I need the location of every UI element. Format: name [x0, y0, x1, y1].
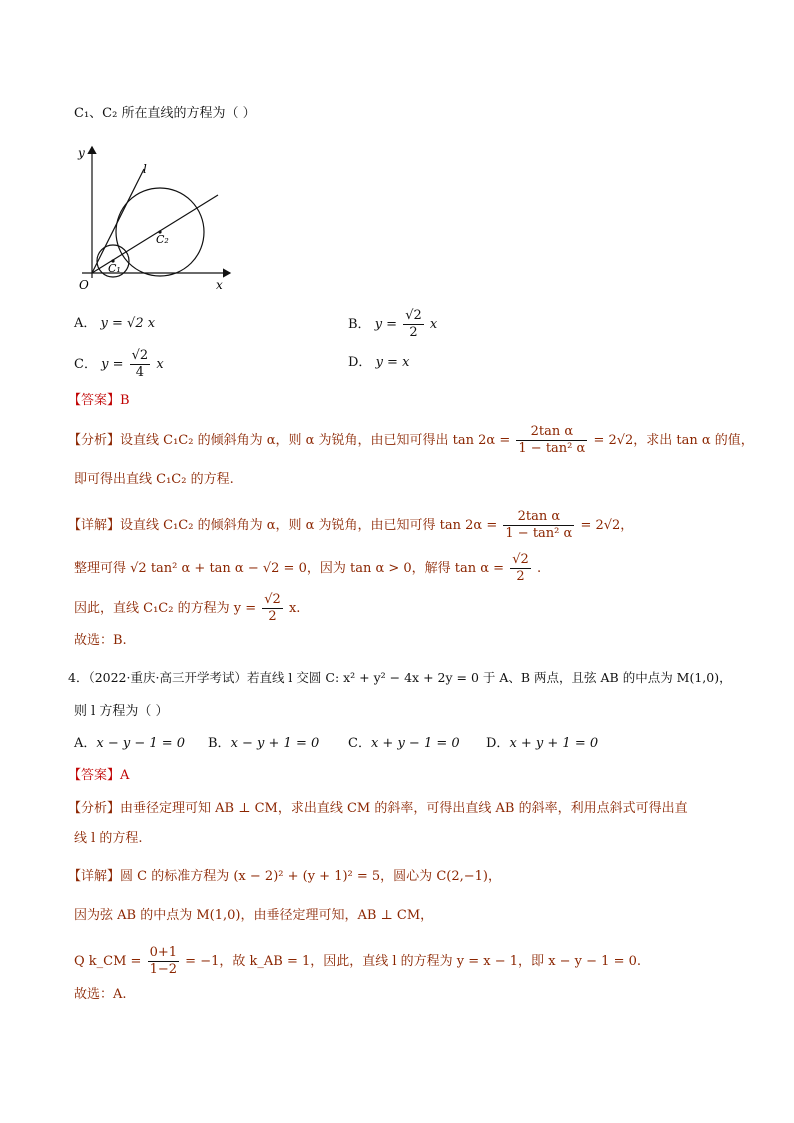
- label-c2: C₂: [156, 233, 169, 246]
- q4-analysis-line2: 线 l 的方程.: [74, 831, 143, 846]
- q3-option-a: A． y = √2 x: [74, 316, 156, 331]
- q4-detail-line2: 因为弦 AB 的中点为 M(1,0)，由垂径定理可知，AB ⊥ CM，: [74, 908, 434, 923]
- q3-detail-line1: 【详解】设直线 C₁C₂ 的倾斜角为 α，则 α 为锐角，由已知可得 tan 2α = $\frac{\text{2tan α}}{\text{1 − tan² α}}$ = 2√2，: [68, 509, 634, 541]
- q4-option-a: A．x − y − 1 = 0: [74, 736, 186, 751]
- q3-option-c: C． y = $\frac{√2}{4}$ x: [74, 348, 164, 380]
- q3-detail-line2: 整理可得 √2 tan² α + tan α − √2 = 0，因为 tan α > 0，解得 tan α = $\frac{√2}{2}$ .: [74, 552, 542, 584]
- q3-analysis-line1: 【分析】设直线 C₁C₂ 的倾斜角为 α，则 α 为锐角，由已知可得出 tan 2α = $\frac{\text{2tan α}}{\text{1 − tan² α}}$ = 2√2，求出 tan α 的值，: [68, 424, 754, 456]
- label-l: l: [143, 162, 147, 176]
- q3-option-d: D． y = x: [348, 355, 410, 370]
- question-3-tail: C₁、C₂ 所在直线的方程为（ ）: [74, 106, 256, 121]
- q4-detail-line3: Q k_CM = $\frac{0+1}{1-2}$ = −1，故 k_AB = 1，因此，直线 l 的方程为 y = x − 1，即 x − y − 1 = 0.: [74, 945, 642, 977]
- q3-analysis-line2: 即可得出直线 C₁C₂ 的方程.: [74, 472, 234, 487]
- q3-choose: 故选：B.: [74, 633, 127, 648]
- q4-detail-line1: 【详解】圆 C 的标准方程为 (x − 2)² + (y + 1)² = 5，圆心为 C(2,−1)，: [68, 869, 501, 884]
- q3-answer: 【答案】B: [68, 393, 130, 408]
- label-x: x: [216, 278, 223, 292]
- q4-option-b: B．x − y + 1 = 0: [208, 736, 320, 751]
- label-y: y: [78, 146, 85, 160]
- label-c1: C₁: [108, 262, 121, 275]
- q4-answer: 【答案】A: [68, 768, 130, 783]
- q3-detail-line3: 因此，直线 C₁C₂ 的方程为 y = $\frac{√2}{2}$ x.: [74, 592, 301, 624]
- circle-figure: [68, 143, 238, 293]
- q4-option-c: C．x + y − 1 = 0: [348, 736, 460, 751]
- question-4-stem-line2: 则 l 方程为（ ）: [74, 704, 169, 719]
- q4-option-d: D．x + y + 1 = 0: [486, 736, 599, 751]
- q3-option-b: B． y = $\frac{√2}{2}$ x: [348, 308, 438, 340]
- label-origin: O: [79, 278, 89, 292]
- question-4-stem-line1: 4．（2022·重庆·高三开学考试）若直线 l 交圆 C: x² + y² − 4x + 2y = 0 于 A、B 两点，且弦 AB 的中点为 M(1,0)，: [68, 670, 732, 685]
- q4-analysis-line1: 【分析】由垂径定理可知 AB ⊥ CM，求出直线 CM 的斜率，可得出直线 AB 的斜率，利用点斜式可得出直: [68, 801, 688, 816]
- q4-choose: 故选：A.: [74, 987, 127, 1002]
